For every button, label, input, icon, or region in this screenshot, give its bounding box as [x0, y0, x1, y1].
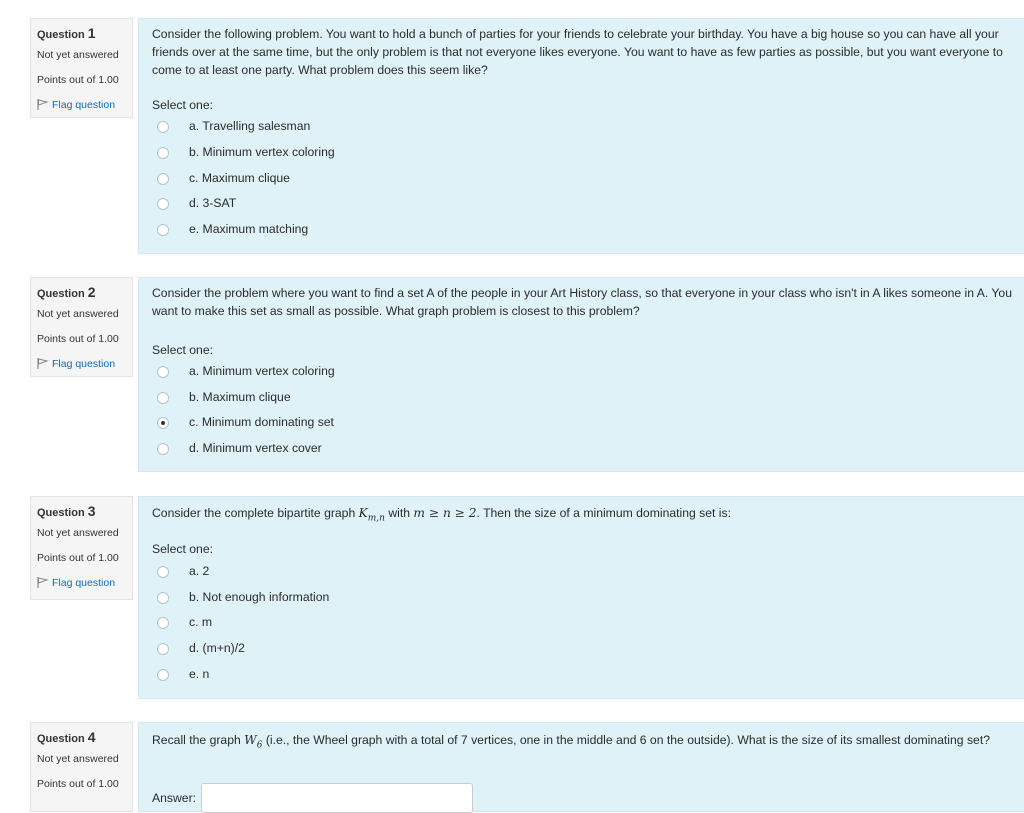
question-state: Not yet answered: [37, 308, 119, 320]
math-condition: m ≥ n ≥ 2: [413, 506, 477, 520]
radio-button[interactable]: [157, 592, 169, 604]
question-grade: Points out of 1.00: [37, 778, 119, 790]
question-text: Recall the graph $W_6$ (i.e., the Wheel graph with a total of 7 vertices, one in the middle and 6 on the outside). What is the size of its smallest dominating set?: [152, 733, 990, 751]
question-number: Question 4: [37, 729, 96, 745]
flag-question-link[interactable]: Flag question: [37, 577, 115, 589]
question-grade: Points out of 1.00: [37, 74, 119, 86]
option-b[interactable]: b. Maximum clique: [157, 390, 557, 410]
question-content: [138, 722, 1024, 812]
flag-icon: [37, 577, 49, 588]
radio-button[interactable]: [157, 392, 169, 404]
option-b[interactable]: b. Not enough information: [157, 590, 557, 610]
option-e[interactable]: e. n: [157, 667, 557, 687]
math-w: $W_6$: [244, 733, 263, 751]
option-d[interactable]: d. Minimum vertex cover: [157, 441, 557, 461]
radio-button[interactable]: [157, 669, 169, 681]
question-info: [30, 496, 133, 600]
select-prompt: Select one:: [152, 98, 213, 112]
radio-button[interactable]: [157, 121, 169, 133]
radio-button[interactable]: [157, 443, 169, 455]
question-content: [138, 277, 1024, 472]
radio-button[interactable]: [157, 366, 169, 378]
question-state: Not yet answered: [37, 527, 119, 539]
question-state: Not yet answered: [37, 49, 119, 61]
question-content: [138, 496, 1024, 699]
question-state: Not yet answered: [37, 753, 119, 765]
option-c[interactable]: c. m: [157, 615, 557, 635]
math-k: $K_{m,n}$: [358, 506, 385, 524]
option-a[interactable]: a. Travelling salesman: [157, 119, 557, 139]
flag-question-link[interactable]: Flag question: [37, 358, 115, 370]
question-text: Consider the complete bipartite graph $K_{m,n}$ with m ≥ n ≥ 2. Then the size of a minimum dominating set is:: [152, 506, 731, 524]
flag-icon: [37, 99, 49, 110]
question-number: Question 1: [37, 25, 96, 41]
radio-button[interactable]: [157, 643, 169, 655]
radio-button[interactable]: [157, 224, 169, 236]
option-a[interactable]: a. 2: [157, 564, 557, 584]
question-number: Question 2: [37, 284, 96, 300]
option-d[interactable]: d. (m+n)/2: [157, 641, 557, 661]
question-number: Question 3: [37, 503, 96, 519]
option-b[interactable]: b. Minimum vertex coloring: [157, 145, 557, 165]
radio-button[interactable]: [157, 198, 169, 210]
radio-button-selected[interactable]: [157, 417, 169, 429]
question-grade: Points out of 1.00: [37, 333, 119, 345]
radio-button[interactable]: [157, 173, 169, 185]
option-a[interactable]: a. Minimum vertex coloring: [157, 364, 557, 384]
answer-label: Answer:: [152, 791, 197, 805]
radio-button[interactable]: [157, 147, 169, 159]
answer-input[interactable]: [201, 783, 473, 813]
flag-question-link[interactable]: Flag question: [37, 99, 115, 111]
option-e[interactable]: e. Maximum matching: [157, 222, 557, 242]
question-text: Consider the following problem. You want to hold a bunch of parties for your friends to celebrate your birthday. You have a big house so you can have all your friends over at the same time, but the only problem is that not everyone likes everyone. You want to have as few parties as possible, but you want everyone to come to at least one party. What problem does this seem like?: [152, 27, 1003, 77]
radio-button[interactable]: [157, 617, 169, 629]
radio-button[interactable]: [157, 566, 169, 578]
select-prompt: Select one:: [152, 542, 213, 556]
question-info: [30, 18, 133, 118]
question-info: [30, 722, 133, 812]
question-text: Consider the problem where you want to find a set A of the people in your Art History class, so that everyone in your class who isn't in A likes someone in A. You want to make this set as small as possible. What graph problem is closest to this problem?: [152, 286, 1012, 318]
option-c[interactable]: c. Minimum dominating set: [157, 415, 557, 435]
option-d[interactable]: d. 3-SAT: [157, 196, 557, 216]
option-c[interactable]: c. Maximum clique: [157, 171, 557, 191]
select-prompt: Select one:: [152, 343, 213, 357]
question-content: [138, 18, 1024, 254]
question-grade: Points out of 1.00: [37, 552, 119, 564]
flag-icon: [37, 358, 49, 369]
question-info: [30, 277, 133, 377]
